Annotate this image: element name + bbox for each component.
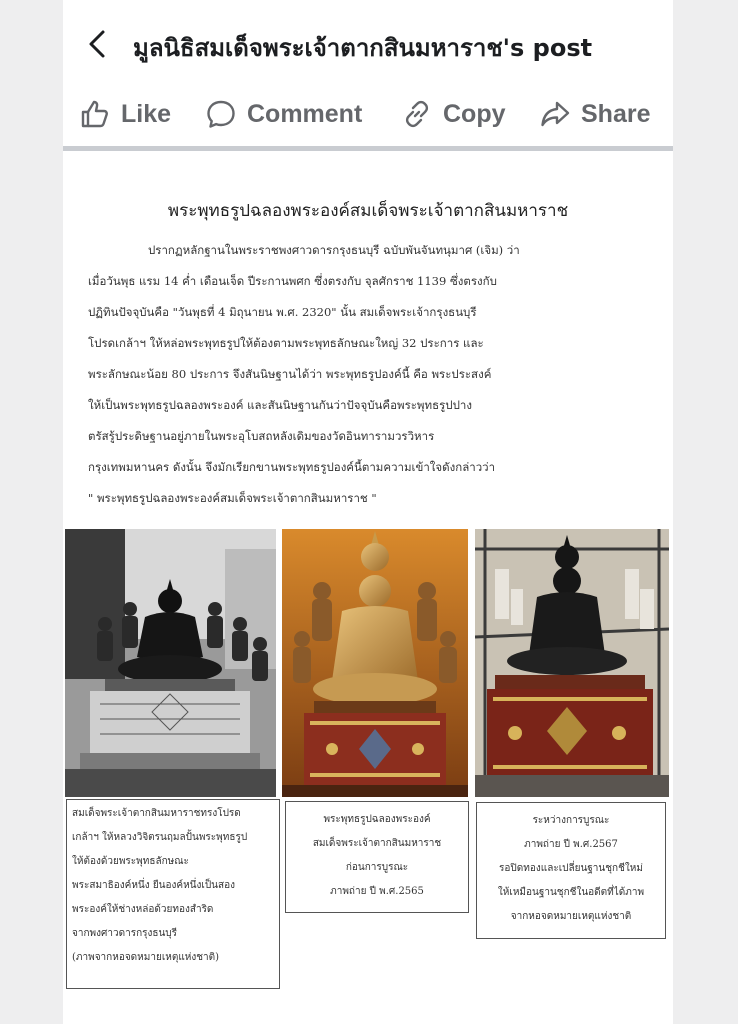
post-image-document[interactable] [63,151,673,1024]
share-button[interactable] [539,98,650,130]
caption-line: พระสมาธิองค์หนึ่ง ยืนองค์หนึ่งเป็นสอง [72,880,235,891]
comment-bubble-icon [205,98,237,130]
article-line: กรุงเทพมหานคร ดังนั้น จึงมักเรียกขานพระพุทธรูปองค์นี้ตามความเข้าใจดังกล่าวว่า [88,460,496,474]
caption-line: จากหอจดหมายเหตุแห่งชาติ [510,911,632,922]
comment-label: Comment [247,99,363,128]
chevron-left-icon [83,26,113,62]
caption-line: ภาพถ่าย ปี พ.ศ.2565 [330,886,424,897]
article-body [88,235,613,514]
article-line: ปฏิทินปัจจุบันคือ "วันพุธที่ 4 มิถุนายน พ.ศ. 2320" นั้น สมเด็จพระเจ้ากรุงธนบุรี [88,305,477,319]
article-line: เมื่อวันพุธ แรม 14 ค่ำ เดือนเจ็ด ปีระกานพศก ซึ่งตรงกับ จุลศักราช 1139 ซึ่งตรงกับ [88,274,497,288]
caption-line: รอปิดทองและเปลี่ยนฐานชุกชีใหม่ [499,863,643,874]
caption-line: ก่อนการบูรณะ [345,862,409,873]
like-label: Like [121,99,172,128]
caption-line: เกล้าฯ ให้หลวงวิจิตรนฤมลปั้นพระพุทธรูป [72,832,248,843]
gold-buddha-photo [282,529,468,797]
share-label: Share [581,99,651,128]
thumbs-up-icon [79,98,111,130]
archival-buddha-photo [65,529,276,797]
caption-during-restoration [476,802,666,939]
page-title: มูลนิธิสมเด็จพระเจ้าตากสินมหาราช's post [133,34,593,62]
caption-before-restoration [285,801,469,913]
post-action-bar [63,90,673,146]
article-line: โปรดเกล้าฯ ให้หล่อพระพุทธรูปให้ต้องตามพระพุทธลักษณะใหญ่ 32 ประการ และ [88,336,484,350]
article-line: " พระพุทธรูปฉลองพระองค์สมเด็จพระเจ้าตากสินมหาราช " [88,491,377,505]
caption-archival [66,799,280,989]
caption-line: ระหว่างการบูรณะ [532,815,610,826]
article-line: ปรากฏหลักฐานในพระราชพงศาวดารกรุงธนบุรี ฉบับพันจันทนุมาศ (เจิม) ว่า [148,243,520,257]
restoration-buddha-photo [475,529,669,797]
caption-line: พระองค์ให้ช่างหล่อด้วยทองสำริด [72,904,214,915]
post-page [63,0,673,1024]
article-title: พระพุทธรูปฉลองพระองค์สมเด็จพระเจ้าตากสินมหาราช [167,201,569,221]
link-icon [401,98,433,130]
copy-label: Copy [443,99,506,128]
article-line: ให้เป็นพระพุทธรูปฉลองพระองค์ และสันนิษฐานกันว่าปัจจุบันคือพระพุทธรูปปาง [88,398,472,412]
caption-line: (ภาพจากหอจดหมายเหตุแห่งชาติ) [72,952,220,963]
share-arrow-icon [539,98,571,130]
post-header [63,0,673,88]
like-button[interactable] [79,98,171,130]
caption-line: ให้เหมือนฐานชุกชีในอดีตที่ได้ภาพ [497,887,645,898]
back-button[interactable] [83,26,113,62]
caption-line: ให้ต้องด้วยพระพุทธลักษณะ [72,856,189,867]
caption-line: สมเด็จพระเจ้าตากสินมหาราชทรงโปรด [72,808,241,819]
article-line: ตรัสรู้ประดิษฐานอยู่ภายในพระอุโบสถหลังเดิมของวัดอินทารามวรวิหาร [88,429,435,443]
caption-line: พระพุทธรูปฉลองพระองค์ [323,814,431,825]
copy-link-button[interactable] [401,98,506,130]
article-line: พระลักษณะน้อย 80 ประการ จึงสันนิษฐานได้ว่า พระพุทธรูปองค์นี้ คือ พระประสงค์ [88,367,492,381]
caption-line: สมเด็จพระเจ้าตากสินมหาราช [312,838,442,849]
comment-button[interactable] [205,98,362,130]
caption-line: ภาพถ่าย ปี พ.ศ.2567 [524,839,618,850]
caption-line: จากพงศาวดารกรุงธนบุรี [72,928,178,939]
